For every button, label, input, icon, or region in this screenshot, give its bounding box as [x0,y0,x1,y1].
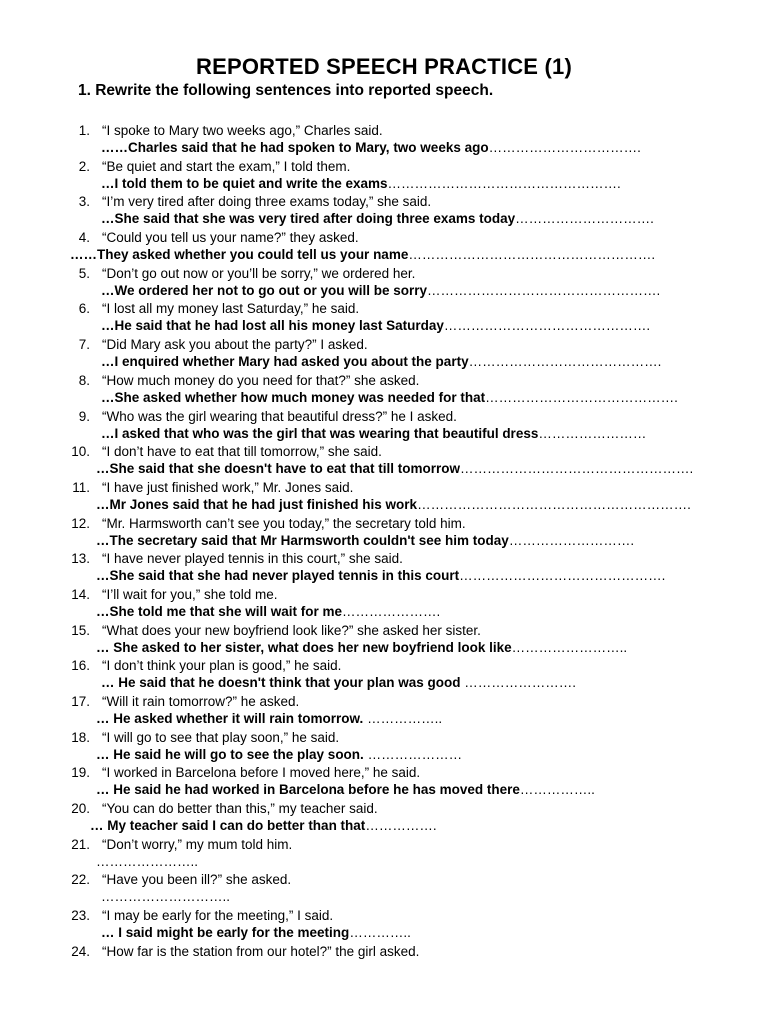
direct-speech-sentence: “Could you tell us your name?” they asked. [102,230,359,246]
item-number: 6. [78,301,90,317]
item-number: 19. [71,765,90,781]
answer-text: …She said that she was very tired after doing three exams today [101,211,516,227]
item-number: 3. [78,194,90,210]
answer-text: …I asked that who was the girl that was wearing that beautiful dress [101,425,539,441]
answer-dotted-line: ………………………. [508,532,635,548]
answer-dotted-line: …………………….. [511,639,628,655]
item-number: 10. [71,444,90,460]
answer-dotted-line: …………………………. [515,211,654,227]
exercise-instruction: 1. Rewrite the following sentences into reported speech. [78,82,494,99]
direct-speech-sentence: “I spoke to Mary two weeks ago,” Charles said. [102,123,383,138]
answer-text: … My teacher said I can do better than that [90,818,366,834]
list-item [0,551,768,587]
list-item [0,801,768,837]
reported-speech-answer [96,568,665,583]
item-number: 22. [71,872,90,888]
direct-speech-sentence: “Be quiet and start the exam,” I told them. [102,158,351,174]
answer-dotted-line: …………………. [342,603,441,619]
item-number: 18. [71,729,90,745]
list-item [0,694,768,730]
answer-dotted-line: ……………………………………………. [460,461,694,477]
answer-dotted-line: ……………………………………………………. [417,496,691,512]
item-number: 21. [71,836,90,852]
reported-speech-answer [90,818,437,833]
list-item [0,944,768,980]
reported-speech-answer [70,247,655,262]
exercise-list [0,123,768,980]
list-item [0,765,768,801]
reported-speech-answer [96,640,627,655]
direct-speech-sentence: “How much money do you need for that?” she asked. [102,372,420,388]
answer-text: ……Charles said that he had spoken to Mary, two weeks ago [101,140,489,155]
answer-dotted-line: ……………………………………………. [427,282,661,298]
answer-dotted-line: ………………… [367,746,463,762]
item-number: 11. [72,479,90,495]
answer-dotted-line: ……………. [365,818,437,834]
reported-speech-answer [101,176,621,191]
list-item [0,623,768,659]
item-number: 14. [71,586,90,602]
answer-text: … He asked whether it will rain tomorrow. [96,711,368,726]
answer-dotted-line: ………………….. [96,853,199,869]
reported-speech-answer [101,675,576,690]
list-item [0,480,768,516]
direct-speech-sentence: “I will go to see that play soon,” he said. [102,729,340,745]
reported-speech-answer [101,211,654,226]
list-item [0,337,768,373]
list-item [0,587,768,623]
list-item [0,730,768,766]
answer-dotted-line: ……………………….. [101,889,231,905]
list-item [0,266,768,302]
list-item [0,872,768,908]
answer-text: …She asked whether how much money was needed for that [101,389,486,405]
list-item [0,123,768,159]
direct-speech-sentence: “Did Mary ask you about the party?” I asked. [102,337,368,353]
answer-text: …She said that she had never played tennis in this court [96,568,460,584]
answer-text: …I told them to be quiet and write the exams [101,175,388,191]
reported-speech-answer [96,497,691,512]
direct-speech-sentence: “Don’t go out now or you’ll be sorry,” we ordered her. [102,265,416,281]
reported-speech-answer [96,782,595,797]
answer-dotted-line: ……………………………………. [468,354,662,370]
reported-speech-answer [96,533,634,548]
list-item [0,159,768,195]
answer-text: … I said might be early for the meeting [101,925,350,941]
item-number: 2. [78,158,90,174]
page-title: REPORTED SPEECH PRACTICE (1) [196,54,572,79]
reported-speech-answer [96,461,693,476]
answer-dotted-line: …………….. [519,782,595,798]
answer-text: … He said he will go to see the play soon. [96,746,368,762]
item-number: 9. [78,408,90,424]
direct-speech-sentence: “Mr. Harmsworth can’t see you today,” the secretary told him. [102,515,466,531]
answer-dotted-line: ……………………………. [488,140,641,155]
reported-speech-answer [96,747,462,762]
answer-dotted-line: …………………… [538,425,647,441]
reported-speech-answer [101,426,646,441]
item-number: 15. [71,622,90,638]
answer-dotted-line: ………………………………………. [459,568,666,584]
list-item [0,230,768,266]
item-number: 17. [71,694,90,709]
answer-text: …She told me that she will wait for me [96,603,343,619]
answer-dotted-line: ……………………. [464,675,577,691]
direct-speech-sentence: “Will it rain tomorrow?” he asked. [102,694,300,709]
direct-speech-sentence: “I lost all my money last Saturday,” he said. [102,301,360,317]
direct-speech-sentence: “I have never played tennis in this court,” she said. [102,551,403,567]
reported-speech-answer [101,354,661,369]
answer-text: … He said he had worked in Barcelona before he has moved there [96,782,520,798]
list-item [0,373,768,409]
answer-text: …The secretary said that Mr Harmsworth couldn't see him today [96,532,509,548]
reported-speech-answer [101,318,650,333]
item-number: 23. [71,908,90,924]
direct-speech-sentence: “I have just finished work,” Mr. Jones said. [102,479,354,495]
reported-speech-answer [96,604,440,619]
reported-speech-answer [96,854,198,869]
direct-speech-sentence: “I don’t think your plan is good,” he said. [102,658,342,674]
list-item [0,837,768,873]
answer-dotted-line: ………….. [349,925,411,941]
item-number: 12. [71,515,90,531]
item-number: 5. [78,265,90,281]
answer-dotted-line: ………………………………………. [443,318,651,334]
list-item [0,444,768,480]
item-number: 24. [71,943,90,959]
reported-speech-answer [96,711,442,726]
reported-speech-answer [101,925,411,940]
direct-speech-sentence: “Who was the girl wearing that beautiful dress?” he I asked. [102,408,457,424]
answer-text: …I enquired whether Mary had asked you about the party [101,354,469,370]
item-number: 4. [78,230,90,246]
item-number: 8. [78,372,90,388]
item-number: 13. [71,551,90,567]
direct-speech-sentence: “How far is the station from our hotel?” the girl asked. [102,943,420,959]
answer-text: …He said that he had lost all his money last Saturday [101,318,444,334]
reported-speech-answer [101,390,678,405]
answer-text: … She asked to her sister, what does her new boyfriend look like [96,639,512,655]
list-item [0,409,768,445]
direct-speech-sentence: “I don’t have to eat that till tomorrow,” she said. [102,444,382,460]
answer-text: …Mr Jones said that he had just finished his work [96,496,418,512]
answer-text: …We ordered her not to go out or you will be sorry [101,282,428,298]
list-item [0,516,768,552]
direct-speech-sentence: “Don’t worry,” my mum told him. [102,836,293,852]
list-item [0,908,768,944]
item-number: 7. [78,337,90,353]
direct-speech-sentence: “Have you been ill?” she asked. [102,872,292,888]
answer-text: ……They asked whether you could tell us your name [70,247,409,263]
item-number: 1. [78,123,90,138]
item-number: 20. [71,801,90,817]
direct-speech-sentence: “What does your new boyfriend look like?” she asked her sister. [102,622,481,638]
answer-dotted-line: ……………………………………………. [387,175,621,191]
reported-speech-answer [101,283,660,298]
answer-text: … He said that he doesn't think that your plan was good [101,675,465,691]
reported-speech-answer [101,140,641,155]
reported-speech-answer [101,889,230,904]
list-item [0,658,768,694]
direct-speech-sentence: “You can do better than this,” my teacher said. [102,801,378,817]
answer-dotted-line: ………………………………………………. [408,247,656,263]
answer-text: …She said that she doesn't have to eat that till tomorrow [96,461,461,477]
list-item [0,301,768,337]
direct-speech-sentence: “I worked in Barcelona before I moved here,” he said. [102,765,421,781]
item-number: 16. [71,658,90,674]
answer-dotted-line: …………….. [367,711,443,726]
direct-speech-sentence: “I’ll wait for you,” she told me. [102,586,278,602]
direct-speech-sentence: “I may be early for the meeting,” I said. [102,908,334,924]
direct-speech-sentence: “I’m very tired after doing three exams today,” she said. [102,194,432,210]
answer-dotted-line: ……………………………………. [485,389,678,405]
list-item [0,194,768,230]
